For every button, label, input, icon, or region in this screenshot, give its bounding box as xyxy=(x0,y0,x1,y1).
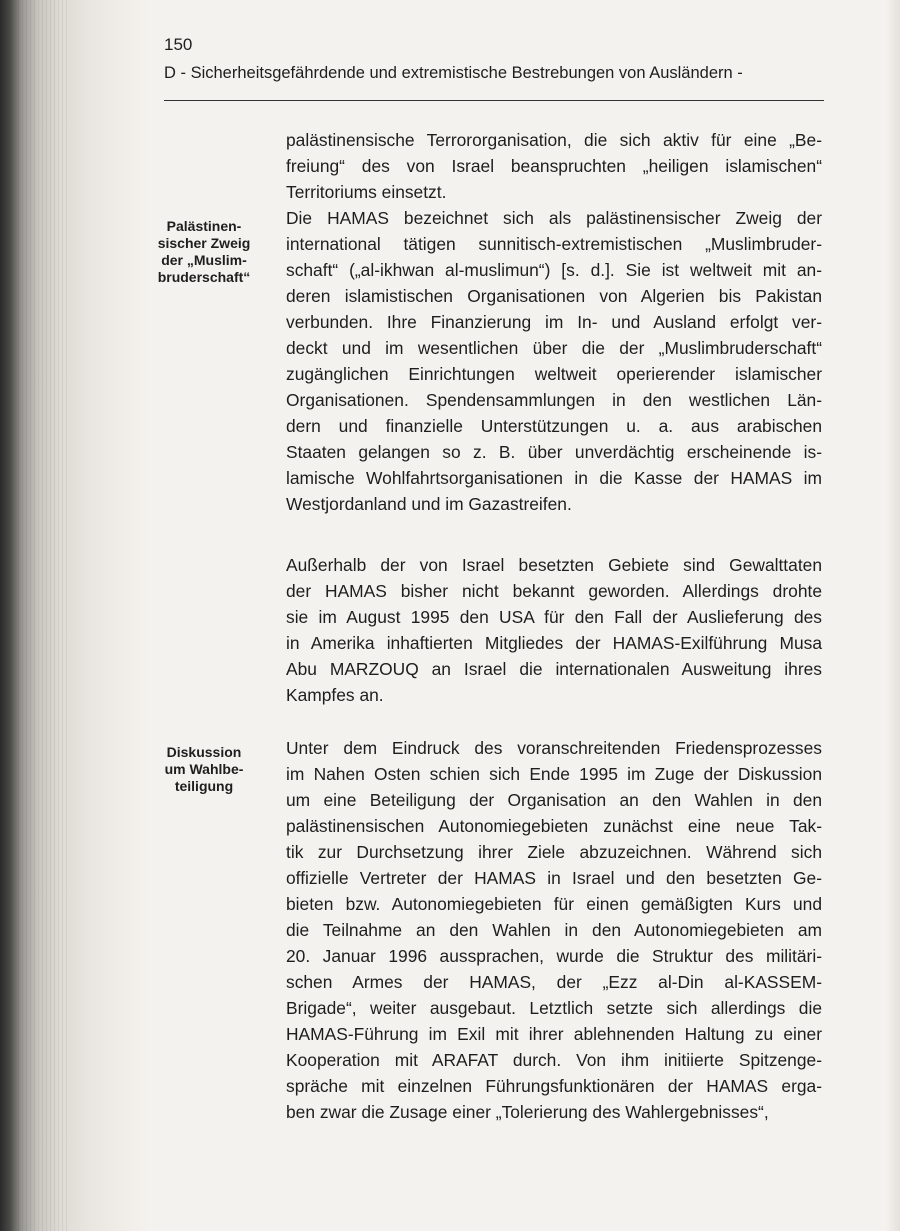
text-line: Organisationen. Spendensammlungen in den westlichen Län- xyxy=(286,390,822,410)
text-line: international tätigen sunnitisch-extremistischen „Muslimbruder- xyxy=(286,234,822,254)
paragraph-violence-outside xyxy=(286,552,822,708)
text-line: tik zur Durchsetzung ihrer Ziele abzuzeichnen. Während sich xyxy=(286,842,822,862)
text-line: um eine Beteiligung der Organisation an den Wahlen in den xyxy=(286,790,822,810)
text-line: Die HAMAS bezeichnet sich als palästinensischer Zweig der xyxy=(286,208,822,228)
text-line: sie im August 1995 den USA für den Fall der Auslieferung des xyxy=(286,607,822,627)
text-line: palästinensischen Autonomiegebieten zunächst eine neue Tak- xyxy=(286,816,822,836)
header-rule xyxy=(164,100,824,101)
page-edges xyxy=(18,0,68,1231)
text-line: HAMAS-Führung im Exil mit ihrer ablehnenden Haltung zu einer xyxy=(286,1024,822,1044)
paragraph-hamas-organisation xyxy=(286,127,822,517)
page-number: 150 xyxy=(164,35,193,54)
text-line: im Nahen Osten schien sich Ende 1995 im Zuge der Diskussion xyxy=(286,764,822,784)
text-line: Kooperation mit ARAFAT durch. Von ihm initiierte Spitzenge- xyxy=(286,1050,822,1070)
text-line: Westjordanland und im Gazastreifen. xyxy=(286,494,572,514)
margin-note-palestinian-branch: Palästinen- sischer Zweig der „Muslim- bruderschaft“ xyxy=(157,218,251,285)
text-line: der HAMAS bisher nicht bekannt geworden. Allerdings drohte xyxy=(286,581,822,601)
text-line: Brigade“, weiter ausgebaut. Letztlich setzte sich allerdings die xyxy=(286,998,822,1018)
text-line: deren islamistischen Organisationen von Algerien bis Pakistan xyxy=(286,286,822,306)
text-line: schaft“ („al-ikhwan al-muslimun“) [s. d.]. Sie ist weltweit mit an- xyxy=(286,260,822,280)
text-line: Unter dem Eindruck des voranschreitenden Friedensprozesses xyxy=(286,738,822,758)
text-line: lamische Wohlfahrtsorganisationen in die Kasse der HAMAS im xyxy=(286,468,822,488)
text-line: ben zwar die Zusage einer „Tolerierung des Wahlergebnisses“, xyxy=(286,1102,769,1122)
text-line: Außerhalb der von Israel besetzten Gebiete sind Gewalttaten xyxy=(286,555,822,575)
text-line: freiung“ des von Israel beanspruchten „heiligen islamischen“ xyxy=(286,156,822,176)
text-line: 20. Januar 1996 aussprachen, wurde die Struktur des militäri- xyxy=(286,946,822,966)
text-line: Abu MARZOUQ an Israel die internationalen Ausweitung ihres xyxy=(286,659,822,679)
text-line: in Amerika inhaftierten Mitgliedes der HAMAS-Exilführung Musa xyxy=(286,633,822,653)
text-line: bieten bzw. Autonomiegebieten für einen gemäßigten Kurs und xyxy=(286,894,822,914)
margin-note-election-discussion: Diskussion um Wahlbe- teiligung xyxy=(164,744,244,794)
paragraph-election-tactics xyxy=(286,735,822,1125)
text-line: Kampfes an. xyxy=(286,685,384,705)
text-line: verbunden. Ihre Finanzierung im In- und Ausland erfolgt ver- xyxy=(286,312,822,332)
text-line: die Teilnahme an den Wahlen in den Autonomiegebieten am xyxy=(286,920,822,940)
text-line: spräche mit einzelnen Führungsfunktionären der HAMAS erga- xyxy=(286,1076,822,1096)
text-line: Territoriums einsetzt. xyxy=(286,182,447,202)
text-line: offizielle Vertreter der HAMAS in Israel und den besetzten Ge- xyxy=(286,868,822,888)
right-page-edge xyxy=(886,0,900,1231)
text-line: deckt und im wesentlichen über die der „Muslimbruderschaft“ xyxy=(286,338,822,358)
text-line: Staaten gelangen so z. B. über unverdächtig erscheinende is- xyxy=(286,442,822,462)
text-line: palästinensische Terrororganisation, die sich aktiv für eine „Be- xyxy=(286,130,822,150)
running-head: D - Sicherheitsgefährdende und extremistische Bestrebungen von Ausländern - xyxy=(164,64,743,82)
text-line: dern und finanzielle Unterstützungen u. a. aus arabischen xyxy=(286,416,822,436)
text-line: schen Armes der HAMAS, der „Ezz al-Din al-KASSEM- xyxy=(286,972,822,992)
text-line: zugänglichen Einrichtungen weltweit operierender islamischer xyxy=(286,364,822,384)
